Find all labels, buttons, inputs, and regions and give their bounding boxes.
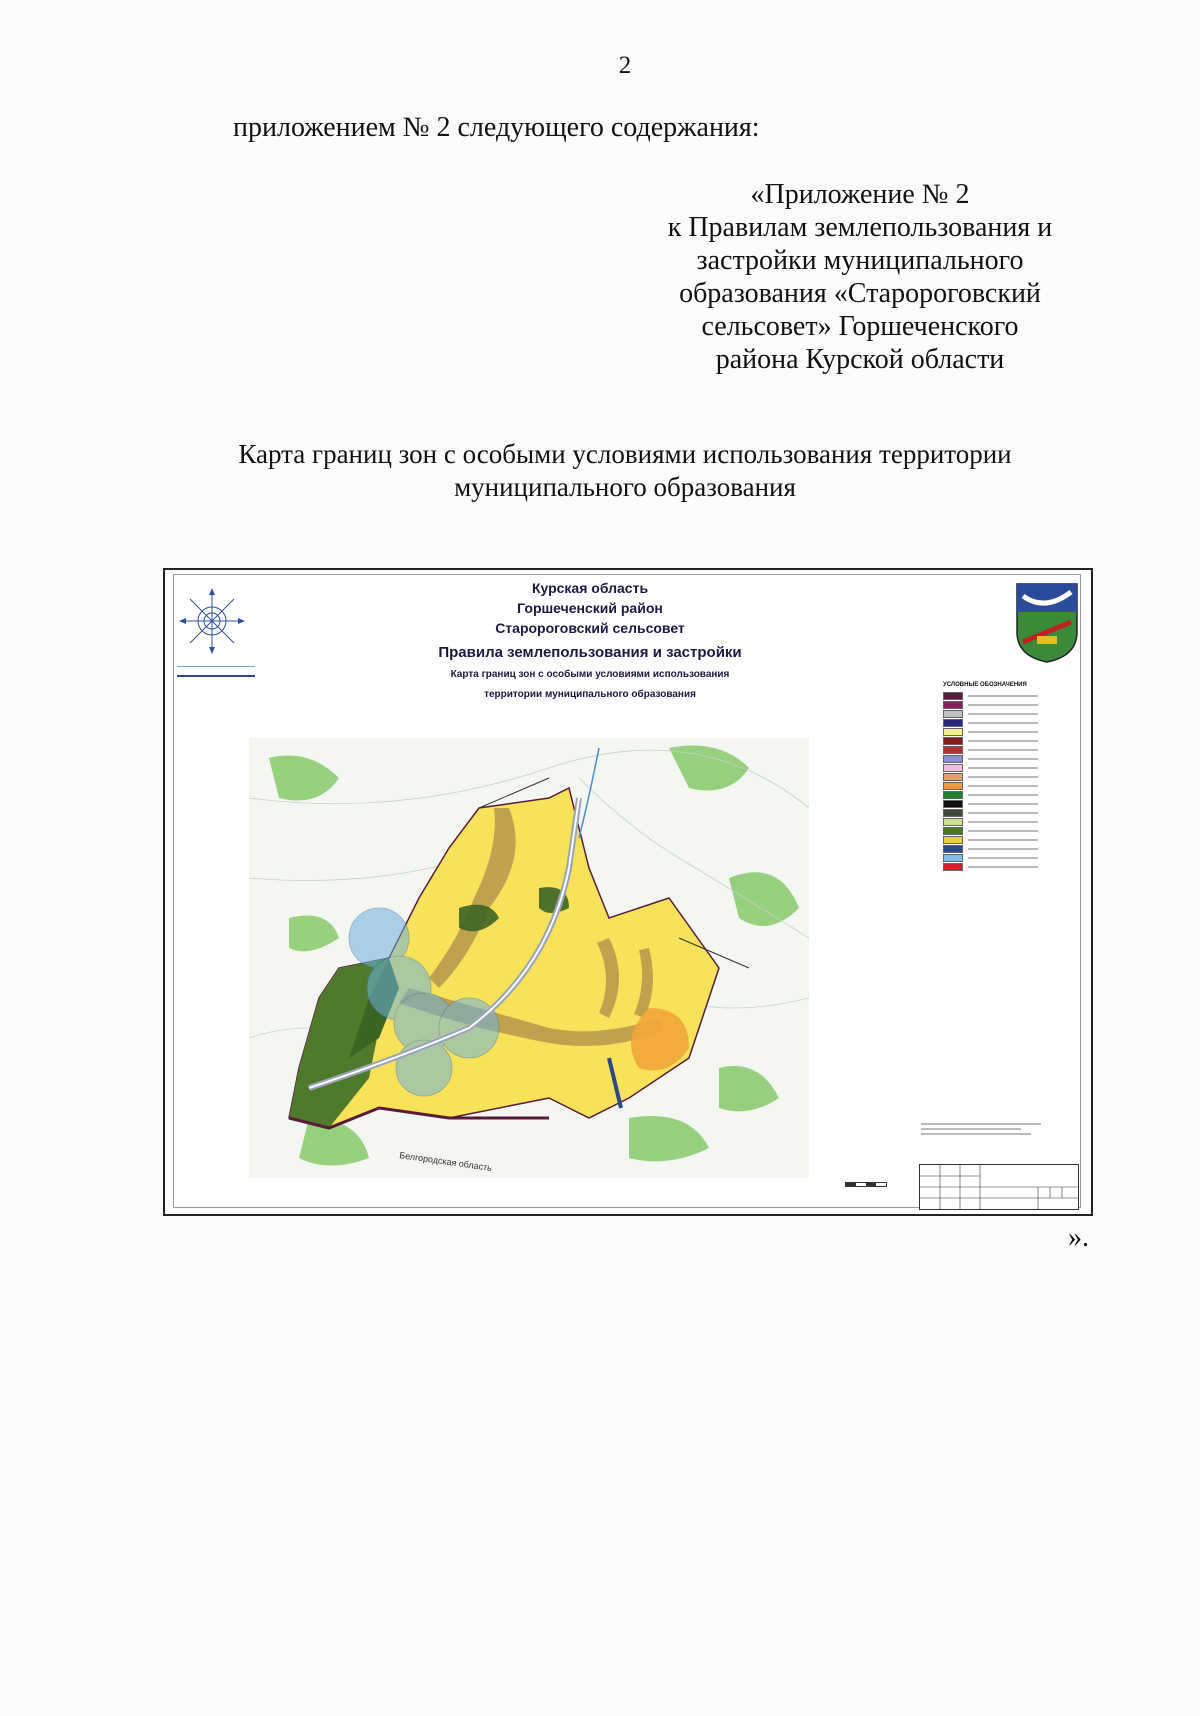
legend-swatch [943, 782, 963, 790]
legend-item [943, 862, 1083, 871]
legend-text-line [968, 794, 1038, 796]
legend-swatch [943, 791, 963, 799]
legend-text-line [968, 695, 1038, 697]
compass-caption-lines [177, 666, 255, 677]
title-line: Карта границ зон с особыми условиями использования территории [238, 439, 1012, 469]
legend-swatch [943, 773, 963, 781]
legend-item [943, 808, 1083, 817]
page-number: 2 [618, 52, 632, 79]
map-notes [921, 1120, 1061, 1138]
legend-text-line [968, 821, 1038, 823]
legend-text-line [968, 803, 1038, 805]
legend-text-line [968, 713, 1038, 715]
appendix-line: сельсовет» Горшеченского [701, 311, 1019, 342]
legend-item [943, 718, 1083, 727]
legend-swatch [943, 737, 963, 745]
legend-swatch [943, 764, 963, 772]
legend-item [943, 781, 1083, 790]
appendix-line: к Правилам землепользования и [667, 212, 1053, 243]
legend-swatch [943, 719, 963, 727]
legend-swatch [943, 818, 963, 826]
legend-item [943, 817, 1083, 826]
appendix-line: образования «Старороговский [679, 278, 1041, 309]
legend-item [943, 754, 1083, 763]
legend-item [943, 691, 1083, 700]
legend-swatch [943, 692, 963, 700]
legend-swatch [943, 836, 963, 844]
legend-text-line [968, 704, 1038, 706]
legend-text-line [968, 722, 1038, 724]
map-header-subtitle: Карта границ зон с особыми условиями использования [450, 669, 730, 680]
legend-swatch [943, 755, 963, 763]
legend-text-line [968, 866, 1038, 868]
legend-swatch [943, 800, 963, 808]
legend-swatch [943, 845, 963, 853]
legend-swatch [943, 710, 963, 718]
legend-item [943, 745, 1083, 754]
legend-swatch [943, 701, 963, 709]
legend-list [943, 691, 1083, 871]
closing-quote: ». [1068, 1222, 1089, 1253]
map-header [365, 578, 815, 701]
legend-swatch [943, 809, 963, 817]
legend-text-line [968, 839, 1038, 841]
legend-text-line [968, 848, 1038, 850]
legend-text-line [968, 857, 1038, 859]
legend-swatch [943, 827, 963, 835]
map-legend [943, 682, 1083, 871]
legend-text-line [968, 812, 1038, 814]
legend-item [943, 700, 1083, 709]
appendix-line: «Приложение № 2 [750, 179, 970, 210]
appendix-block [640, 178, 1080, 376]
appendix-line: района Курской области [715, 344, 1005, 375]
legend-text-line [968, 830, 1038, 832]
map-header-region: Курская область [531, 580, 649, 596]
legend-title: УСЛОВНЫЕ ОБОЗНАЧЕНИЯ [943, 682, 1027, 688]
zone-map-figure [163, 568, 1093, 1216]
map-area [249, 738, 809, 1183]
map-header-subtitle: территории муниципального образования [484, 689, 696, 700]
appendix-line: застройки муниципального [696, 245, 1024, 276]
legend-item [943, 835, 1083, 844]
legend-text-line [968, 749, 1038, 751]
map-header-council: Старороговский сельсовет [495, 620, 685, 636]
legend-item [943, 727, 1083, 736]
territory-map [249, 738, 809, 1178]
region-label: Белгородская область [398, 1150, 493, 1173]
legend-item [943, 853, 1083, 862]
legend-text-line [968, 731, 1038, 733]
intro-text: приложением № 2 следующего содержания: [233, 112, 760, 143]
map-scale [845, 1182, 887, 1187]
legend-item [943, 826, 1083, 835]
legend-item [943, 790, 1083, 799]
legend-text-line [968, 758, 1038, 760]
legend-text-line [968, 785, 1038, 787]
legend-text-line [968, 776, 1038, 778]
legend-text-line [968, 740, 1038, 742]
legend-swatch [943, 854, 963, 862]
legend-item [943, 799, 1083, 808]
coat-of-arms-icon [1015, 582, 1079, 664]
legend-swatch [943, 863, 963, 871]
legend-swatch [943, 728, 963, 736]
legend-item [943, 709, 1083, 718]
title-line: муниципального образования [454, 472, 796, 502]
legend-item [943, 844, 1083, 853]
map-header-district: Горшеченский район [517, 600, 663, 616]
compass-rose-icon [177, 586, 247, 656]
document-title [150, 438, 1100, 504]
legend-item [943, 736, 1083, 745]
title-block-stamp [919, 1164, 1079, 1210]
map-header-rules: Правила землепользования и застройки [438, 644, 742, 661]
legend-item [943, 763, 1083, 772]
legend-swatch [943, 746, 963, 754]
legend-item [943, 772, 1083, 781]
legend-text-line [968, 767, 1038, 769]
